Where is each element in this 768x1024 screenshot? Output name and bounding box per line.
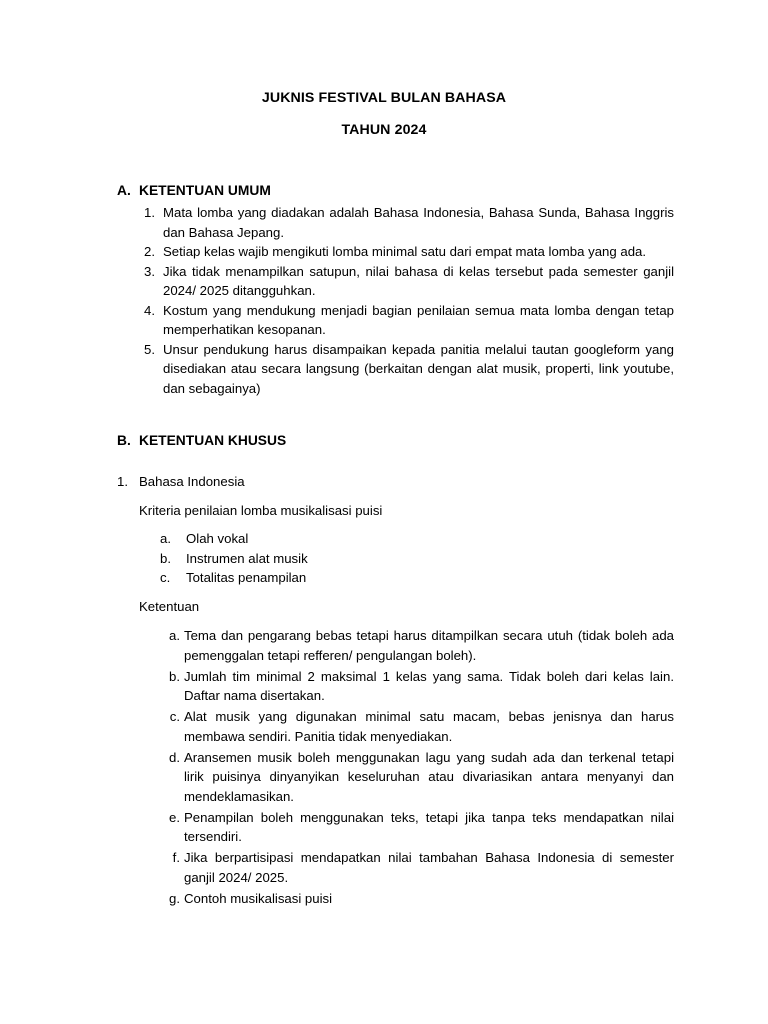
list-item-text: Setiap kelas wajib mengikuti lomba minimal satu dari empat mata lomba yang ada.: [163, 244, 647, 259]
list-item: [160, 549, 486, 569]
list-item-text: Aransemen musik boleh menggunakan lagu yang sudah ada dan terkenal tetapi lirik puisinya dinyanyikan keseluruhan atau divariasikan antara menyanyi dan mendeklamasikan.: [184, 749, 674, 804]
list-item-number: 1.: [144, 205, 155, 220]
list-item-number: 3.: [144, 263, 155, 279]
criteria-list: [160, 529, 486, 588]
list-item-text: Tema dan pengarang bebas tetapi harus ditampilkan secara utuh (tidak boleh ada pemenggalan tetapi refferen/ pengulangan boleh).: [184, 628, 674, 663]
specific-rules-list: [169, 626, 674, 910]
list-item-text: Kostum yang mendukung menjadi bagian penilaian semua mata lomba dengan tetap memperhatikan kesopanan.: [163, 302, 674, 337]
list-item-letter: e.: [169, 809, 180, 825]
list-item-letter: a.: [160, 531, 171, 546]
criteria-intro: Kriteria penilaian lomba musikalisasi puisi: [139, 503, 383, 518]
list-item-number: 5.: [144, 341, 155, 357]
list-item: [169, 808, 674, 847]
subsection-number: 1.: [117, 474, 128, 489]
section-b-heading: [117, 433, 286, 448]
list-item: [169, 748, 674, 807]
general-rules-list: [144, 203, 674, 398]
section-b-letter: B.: [117, 433, 131, 448]
list-item: [169, 889, 674, 909]
list-item: [169, 707, 674, 746]
section-a-heading: [117, 183, 271, 198]
list-item-text: Totalitas penampilan: [186, 570, 307, 585]
section-b-title: KETENTUAN KHUSUS: [139, 433, 287, 448]
list-item-number: 2.: [144, 244, 155, 259]
subsection-title: Bahasa Indonesia: [139, 474, 245, 489]
list-item: [169, 667, 674, 706]
list-item-letter: b.: [160, 550, 171, 566]
list-item-text: Mata lomba yang diadakan adalah Bahasa Indonesia, Bahasa Sunda, Bahasa Inggris dan Bahasa Jepang.: [163, 205, 674, 240]
list-item: [144, 203, 674, 242]
list-item-letter: c.: [169, 709, 180, 724]
list-item-number: 4.: [144, 302, 155, 318]
list-item-text: Unsur pendukung harus disampaikan kepada panitia melalui tautan googleform yang disediakan atau secara langsung (berkaitan dengan alat musik, properti, link youtube, dan sebagainya): [163, 341, 674, 396]
list-item-text: Alat musik yang digunakan minimal satu macam, bebas jenisnya dan harus membawa sendiri. Panitia tidak menyediakan.: [184, 709, 674, 744]
list-item-letter: c.: [160, 570, 171, 585]
section-a-title: KETENTUAN UMUM: [139, 183, 271, 198]
list-item: [172, 848, 674, 887]
list-item: [144, 242, 674, 262]
list-item-text: Olah vokal: [186, 531, 249, 546]
document-title: JUKNIS FESTIVAL BULAN BAHASA: [261, 90, 507, 106]
list-item-letter: f.: [172, 850, 180, 865]
list-item-text: Contoh musikalisasi puisi: [184, 890, 333, 906]
list-item: [169, 626, 674, 665]
list-item-letter: b.: [169, 668, 180, 684]
list-item: [144, 262, 674, 301]
rules-intro: Ketentuan: [139, 599, 200, 614]
list-item: [144, 301, 674, 340]
list-item-text: Penampilan boleh menggunakan teks, tetapi jika tanpa teks mendapatkan nilai tersendiri.: [184, 809, 674, 844]
list-item: [144, 340, 674, 399]
section-a-letter: A.: [117, 183, 131, 198]
list-item: [160, 568, 486, 588]
list-item-text: Instrumen alat musik: [186, 550, 308, 566]
list-item-text: Jika tidak menampilkan satupun, nilai bahasa di kelas tersebut pada semester ganjil 2024/ 2025 ditangguhkan.: [163, 263, 674, 298]
list-item-letter: d.: [169, 749, 180, 765]
list-item-letter: a.: [169, 628, 180, 643]
list-item-letter: g.: [169, 890, 180, 906]
document-subtitle-year: TAHUN 2024: [341, 122, 427, 138]
list-item-text: Jika berpartisipasi mendapatkan nilai tambahan Bahasa Indonesia di semester ganjil 2024/ 2025.: [184, 850, 674, 885]
list-item-text: Jumlah tim minimal 2 maksimal 1 kelas yang sama. Tidak boleh dari kelas lain. Daftar nama disertakan.: [184, 668, 674, 703]
list-item: [160, 529, 486, 549]
